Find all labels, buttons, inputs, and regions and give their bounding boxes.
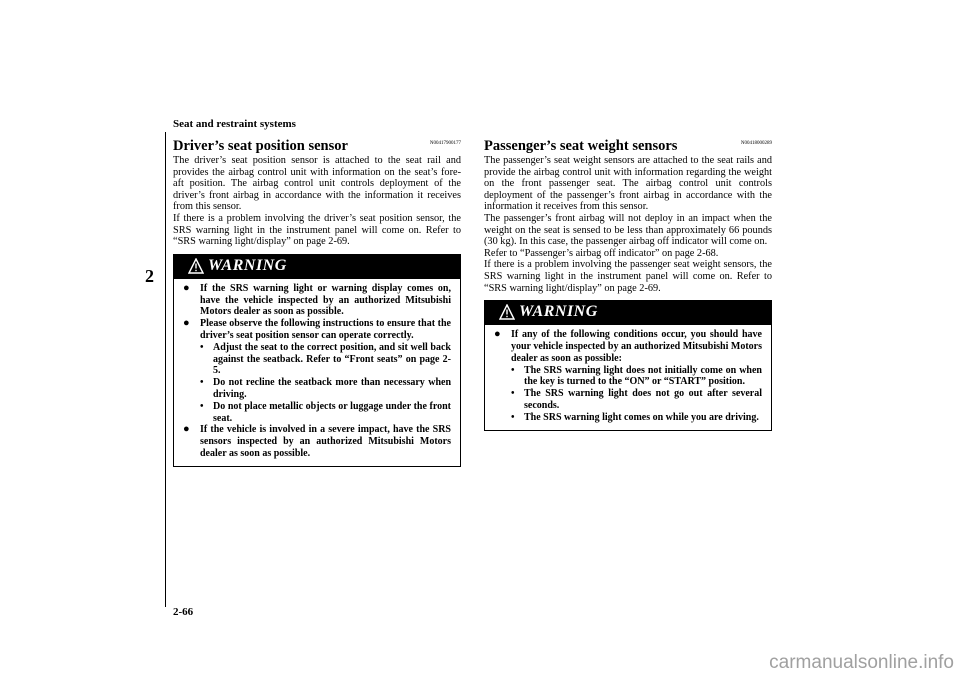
sub-bullet-icon: •	[200, 377, 204, 389]
right-column	[484, 137, 772, 431]
warning-label: WARNING	[208, 256, 287, 274]
left-column	[173, 137, 461, 467]
warning-body	[174, 279, 460, 466]
warning-subitem	[511, 365, 762, 389]
warning-subitem	[200, 377, 451, 401]
body-paragraph: If there is a problem involving the driver’s seat position sensor, the SRS warning light in the instrument panel will come on. Refer to “SRS warning light/display” on page 2-69.	[173, 212, 461, 248]
body-paragraph: The passenger’s front airbag will not deploy in an impact when the weight on the seat is sensed to be less than approximately 66 pounds (30 kg). In this case, the passenger airbag off indicator will come on.	[484, 212, 772, 248]
warning-box	[173, 254, 461, 467]
watermark[interactable]: carmanualsonline.info	[769, 652, 954, 673]
section-title-text: Driver’s seat position sensor	[173, 138, 348, 154]
warning-item-text: Please observe the following instructions to ensure that the driver’s seat position sensor can operate correctly.	[200, 318, 451, 341]
warning-subitem-text: The SRS warning light does not initially come on when the key is turned to the “ON” or “START” position.	[524, 364, 762, 388]
warning-item	[494, 329, 762, 423]
warning-item-text: If any of the following conditions occur, you should have your vehicle inspected by an authorized Mitsubishi Motors dealer as soon as possible:	[511, 329, 762, 364]
body-paragraph: Refer to “Passenger’s airbag off indicator” on page 2-68.	[484, 247, 719, 259]
warning-label: WARNING	[519, 303, 598, 321]
sub-bullet-icon: •	[200, 341, 204, 353]
page-number: 2-66	[173, 606, 194, 618]
warning-triangle-icon	[499, 304, 515, 320]
warning-subitem-text: The SRS warning light comes on while you are driving.	[524, 411, 759, 423]
bullet-icon: ●	[183, 317, 190, 330]
warning-triangle-icon	[188, 258, 204, 274]
warning-subitem	[511, 412, 762, 424]
bullet-icon: ●	[183, 281, 190, 294]
warning-item	[183, 283, 451, 318]
warning-subitem-text: The SRS warning light does not go out after several seconds.	[524, 388, 762, 411]
section-code: N00418000289	[740, 141, 772, 146]
warning-subitem	[511, 388, 762, 412]
body-paragraph: If there is a problem involving the passenger seat weight sensors, the SRS warning light in the instrument panel will come on. Refer to “SRS warning light/display” on page 2-69.	[484, 259, 772, 294]
bullet-icon: ●	[494, 328, 501, 341]
bullet-icon: ●	[183, 423, 190, 436]
section-title	[484, 137, 772, 155]
warning-subitem	[200, 342, 451, 377]
chapter-divider	[165, 132, 166, 607]
section-code: N00417900177	[429, 141, 461, 146]
warning-item-text: If the SRS warning light or warning display comes on, have the vehicle inspected by an authorized Mitsubishi Motors dealer as soon as possible.	[200, 282, 451, 318]
sub-bullet-icon: •	[511, 364, 515, 376]
sub-bullet-icon: •	[511, 411, 515, 423]
body-paragraph: The passenger’s seat weight sensors are attached to the seat rails and provide the airbag control unit with information regarding the weight on the front passenger seat. The airbag control unit controls deployment of the passenger’s front airbag in accordance with the information it receives from this sensor.	[484, 155, 772, 213]
sub-bullet-icon: •	[511, 388, 515, 400]
warning-item	[183, 318, 451, 424]
section-title-text: Passenger’s seat weight sensors	[484, 138, 678, 154]
warning-item-text: If the vehicle is involved in a severe impact, have the SRS sensors inspected by an authorized Mitsubishi Motors dealer as soon as possible.	[200, 424, 451, 459]
warning-item	[183, 424, 451, 459]
warning-subitem-text: Do not place metallic objects or luggage under the front seat.	[213, 400, 451, 424]
warning-subitem-text: Adjust the seat to the correct position, and sit well back against the seatback. Refer to “Front seats” on page 2-5.	[213, 341, 451, 377]
chapter-number: 2	[145, 266, 154, 286]
section-title	[173, 137, 461, 155]
running-header: Seat and restraint systems	[173, 118, 296, 130]
warning-box	[484, 300, 772, 430]
sub-bullet-icon: •	[200, 400, 204, 412]
warning-header	[174, 255, 460, 279]
warning-body	[485, 325, 771, 429]
warning-subitem-text: Do not recline the seatback more than necessary when driving.	[213, 377, 451, 400]
warning-header	[485, 301, 771, 325]
warning-subitem	[200, 401, 451, 425]
body-paragraph: The driver’s seat position sensor is attached to the seat rail and provides the airbag control unit with information on the seat’s fore-aft position. The airbag control unit controls deployment of the driver’s front airbag in accordance with the information it receives from this sensor.	[173, 155, 461, 213]
